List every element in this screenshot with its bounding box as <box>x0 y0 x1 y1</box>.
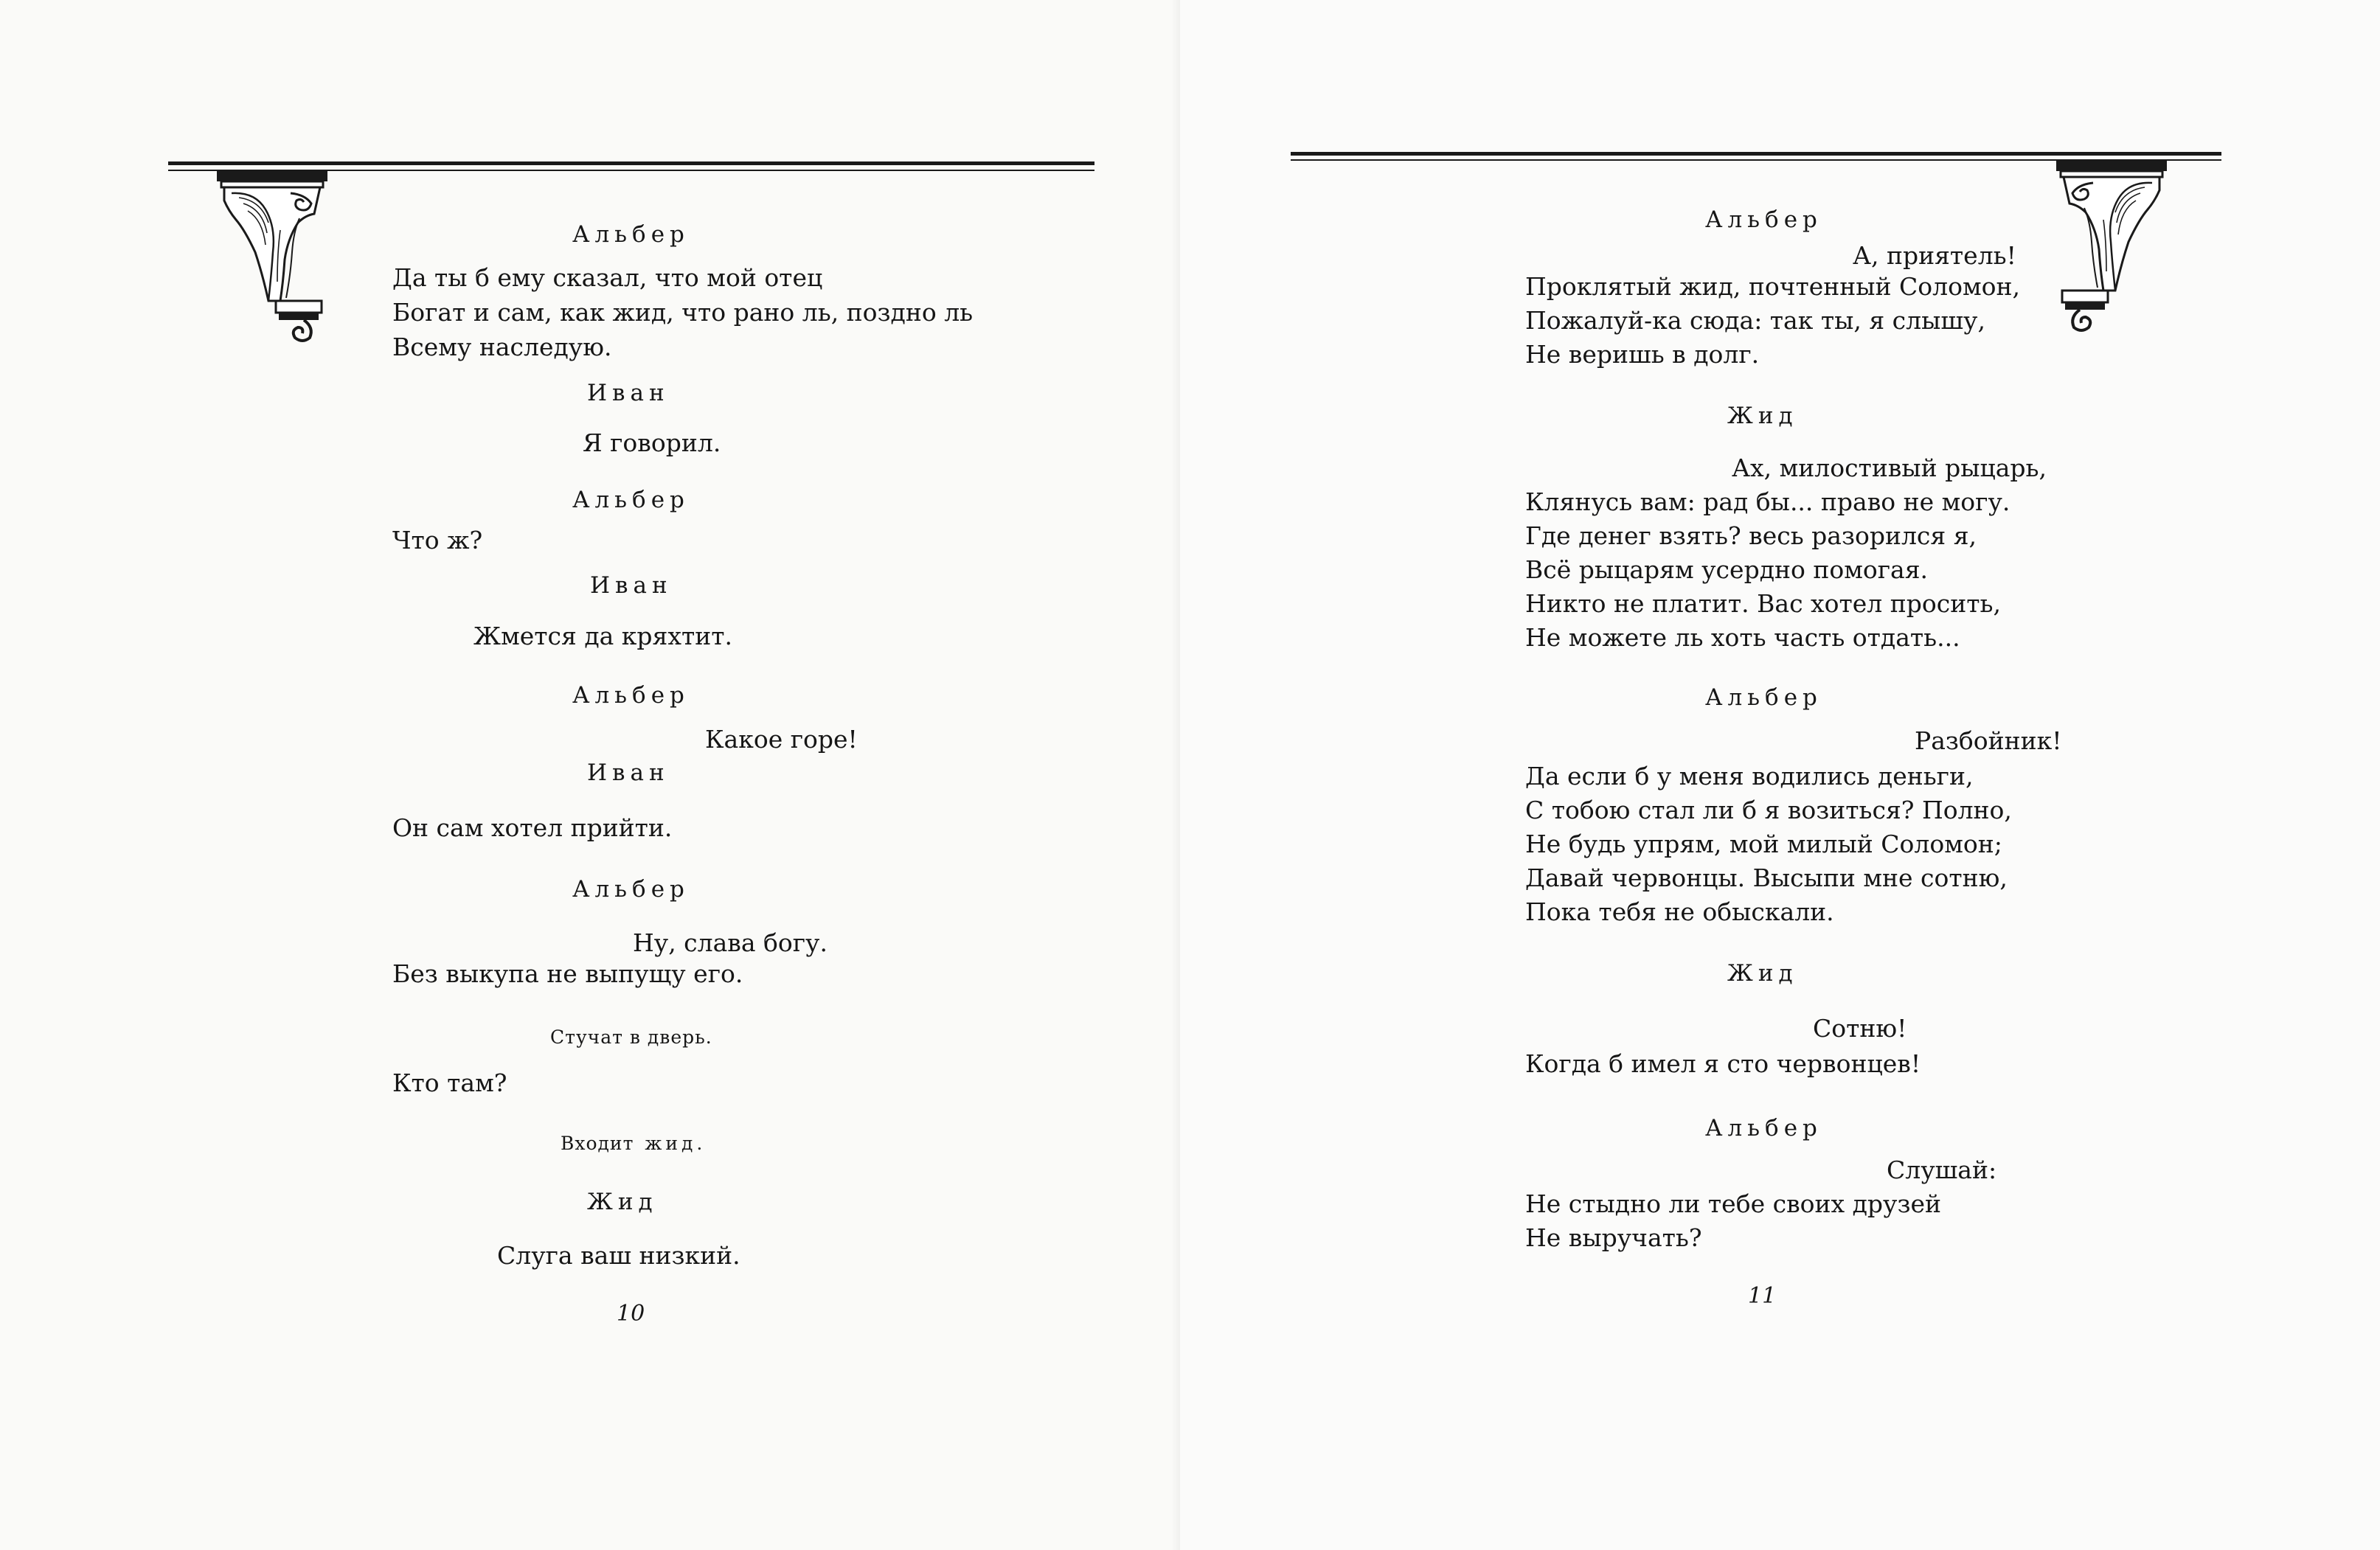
verse-line: Ах, милостивый рыцарь, <box>1732 453 2047 482</box>
verse-line: Жмется да кряхтит. <box>473 622 732 650</box>
speaker-name: Жид <box>1727 960 1798 987</box>
corbel-bracket-icon <box>2056 161 2167 345</box>
verse-line: Не выручать? <box>1525 1223 1702 1252</box>
stage-direction-character: жид. <box>645 1133 707 1154</box>
verse-line: Разбойник! <box>1915 726 2062 755</box>
verse-line: Давай червонцы. Высыпи мне сотню, <box>1525 863 2008 892</box>
verse-line: Какое горе! <box>705 725 858 754</box>
stage-direction-verb: Входит <box>561 1133 634 1154</box>
verse-line: Он сам хотел прийти. <box>392 813 673 842</box>
speaker-name: Альбер <box>572 221 690 248</box>
verse-line: Я говорил. <box>583 428 721 457</box>
speaker-name: Альбер <box>1705 206 1822 233</box>
verse-line: Ну, слава богу. <box>633 928 828 957</box>
page-number: 10 <box>617 1301 645 1327</box>
speaker-name: Альбер <box>572 682 690 709</box>
speaker-name: Альбер <box>1705 684 1822 711</box>
left-page <box>0 0 1180 1550</box>
verse-line: Пока тебя не обыскали. <box>1525 897 1834 926</box>
verse-line: Да если б у меня водились деньги, <box>1525 762 1974 790</box>
verse-line: Пожалуй-ка сюда: так ты, я слышу, <box>1525 306 1985 335</box>
verse-line: Проклятый жид, почтенный Соломон, <box>1525 272 2021 301</box>
verse-line: Не будь упрям, мой милый Соломон; <box>1525 830 2002 858</box>
corbel-bracket-icon <box>217 171 327 355</box>
verse-line: Не можете ль хоть часть отдать... <box>1525 623 1960 652</box>
verse-line: Не стыдно ли тебе своих друзей <box>1525 1189 1941 1218</box>
right-page <box>1180 0 2380 1550</box>
speaker-name: Иван <box>587 760 670 786</box>
speaker-name: Иван <box>587 380 670 406</box>
verse-line: Без выкупа не выпущу его. <box>392 959 743 988</box>
verse-line: Что ж? <box>392 526 483 555</box>
stage-direction: Стучат в дверь. <box>550 1026 712 1048</box>
page-number: 11 <box>1748 1283 1777 1309</box>
verse-line: Всё рыцарям усердно помогая. <box>1525 555 1929 584</box>
verse-line: Всему наследую. <box>392 333 612 361</box>
verse-line: А, приятель! <box>1853 241 2016 270</box>
verse-line: Не веришь в долг. <box>1525 340 1760 369</box>
speaker-name: Иван <box>590 572 673 599</box>
verse-line: Где денег взять? весь разорился я, <box>1525 521 1977 550</box>
verse-line: Никто не платит. Вас хотел просить, <box>1525 589 2001 618</box>
verse-line: С тобою стал ли б я возиться? Полно, <box>1525 796 2012 824</box>
verse-line: Когда б имел я сто червонцев! <box>1525 1049 1921 1078</box>
top-rule <box>168 161 1094 165</box>
verse-line: Клянусь вам: рад бы... право не могу. <box>1525 487 2010 516</box>
verse-line: Сотню! <box>1813 1014 1907 1043</box>
top-rule <box>1291 152 2221 156</box>
verse-line: Богат и сам, как жид, что рано ль, поздно ль <box>392 298 974 327</box>
speaker-name: Альбер <box>572 487 690 513</box>
verse-line: Да ты б ему сказал, что мой отец <box>392 263 823 292</box>
speaker-name: Жид <box>587 1189 658 1215</box>
stage-direction <box>561 1127 706 1160</box>
verse-line: Слуга ваш низкий. <box>497 1241 740 1270</box>
verse-line: Кто там? <box>392 1068 507 1097</box>
speaker-name: Альбер <box>1705 1115 1822 1141</box>
speaker-name: Альбер <box>572 876 690 903</box>
verse-line: Слушай: <box>1887 1155 1997 1184</box>
speaker-name: Жид <box>1727 403 1798 429</box>
